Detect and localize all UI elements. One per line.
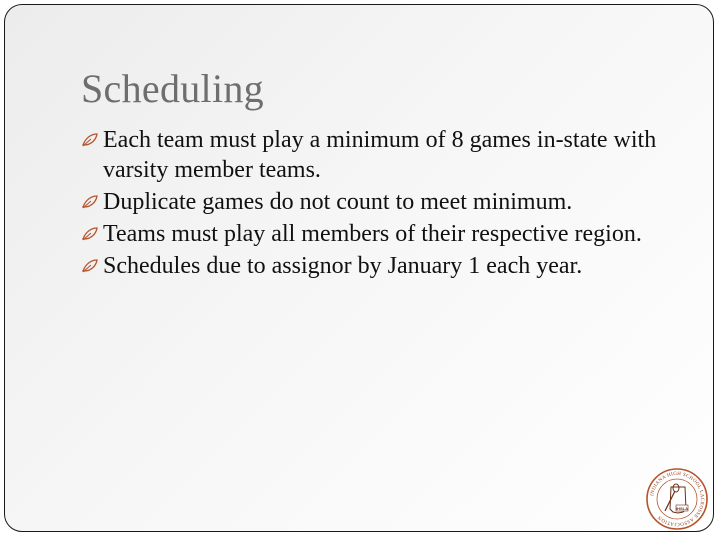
bullet-item	[81, 187, 681, 217]
slide-title: Scheduling	[81, 66, 264, 111]
svg-text:INDIANA HIGH SCHOOL LACROSSE A: INDIANA HIGH SCHOOL LACROSSE ASSOCIATION	[650, 471, 705, 527]
leaf-bullet-icon	[81, 258, 99, 274]
svg-text:IHSLA: IHSLA	[676, 505, 688, 511]
leaf-bullet-icon	[81, 132, 99, 148]
bullet-text: Schedules due to assignor by January 1 each year.	[103, 253, 583, 279]
bullet-item	[81, 219, 681, 249]
bullet-list	[81, 125, 681, 283]
bullet-text: Each team must play a minimum of 8 games in-state with varsity member teams.	[103, 127, 657, 183]
slide	[4, 4, 714, 532]
leaf-bullet-icon	[81, 226, 99, 242]
association-seal-logo	[645, 467, 709, 531]
bullet-text: Duplicate games do not count to meet minimum.	[103, 189, 573, 215]
bullet-item	[81, 125, 681, 185]
leaf-bullet-icon	[81, 194, 99, 210]
bullet-text: Teams must play all members of their respective region.	[103, 221, 642, 247]
bullet-item	[81, 251, 681, 281]
